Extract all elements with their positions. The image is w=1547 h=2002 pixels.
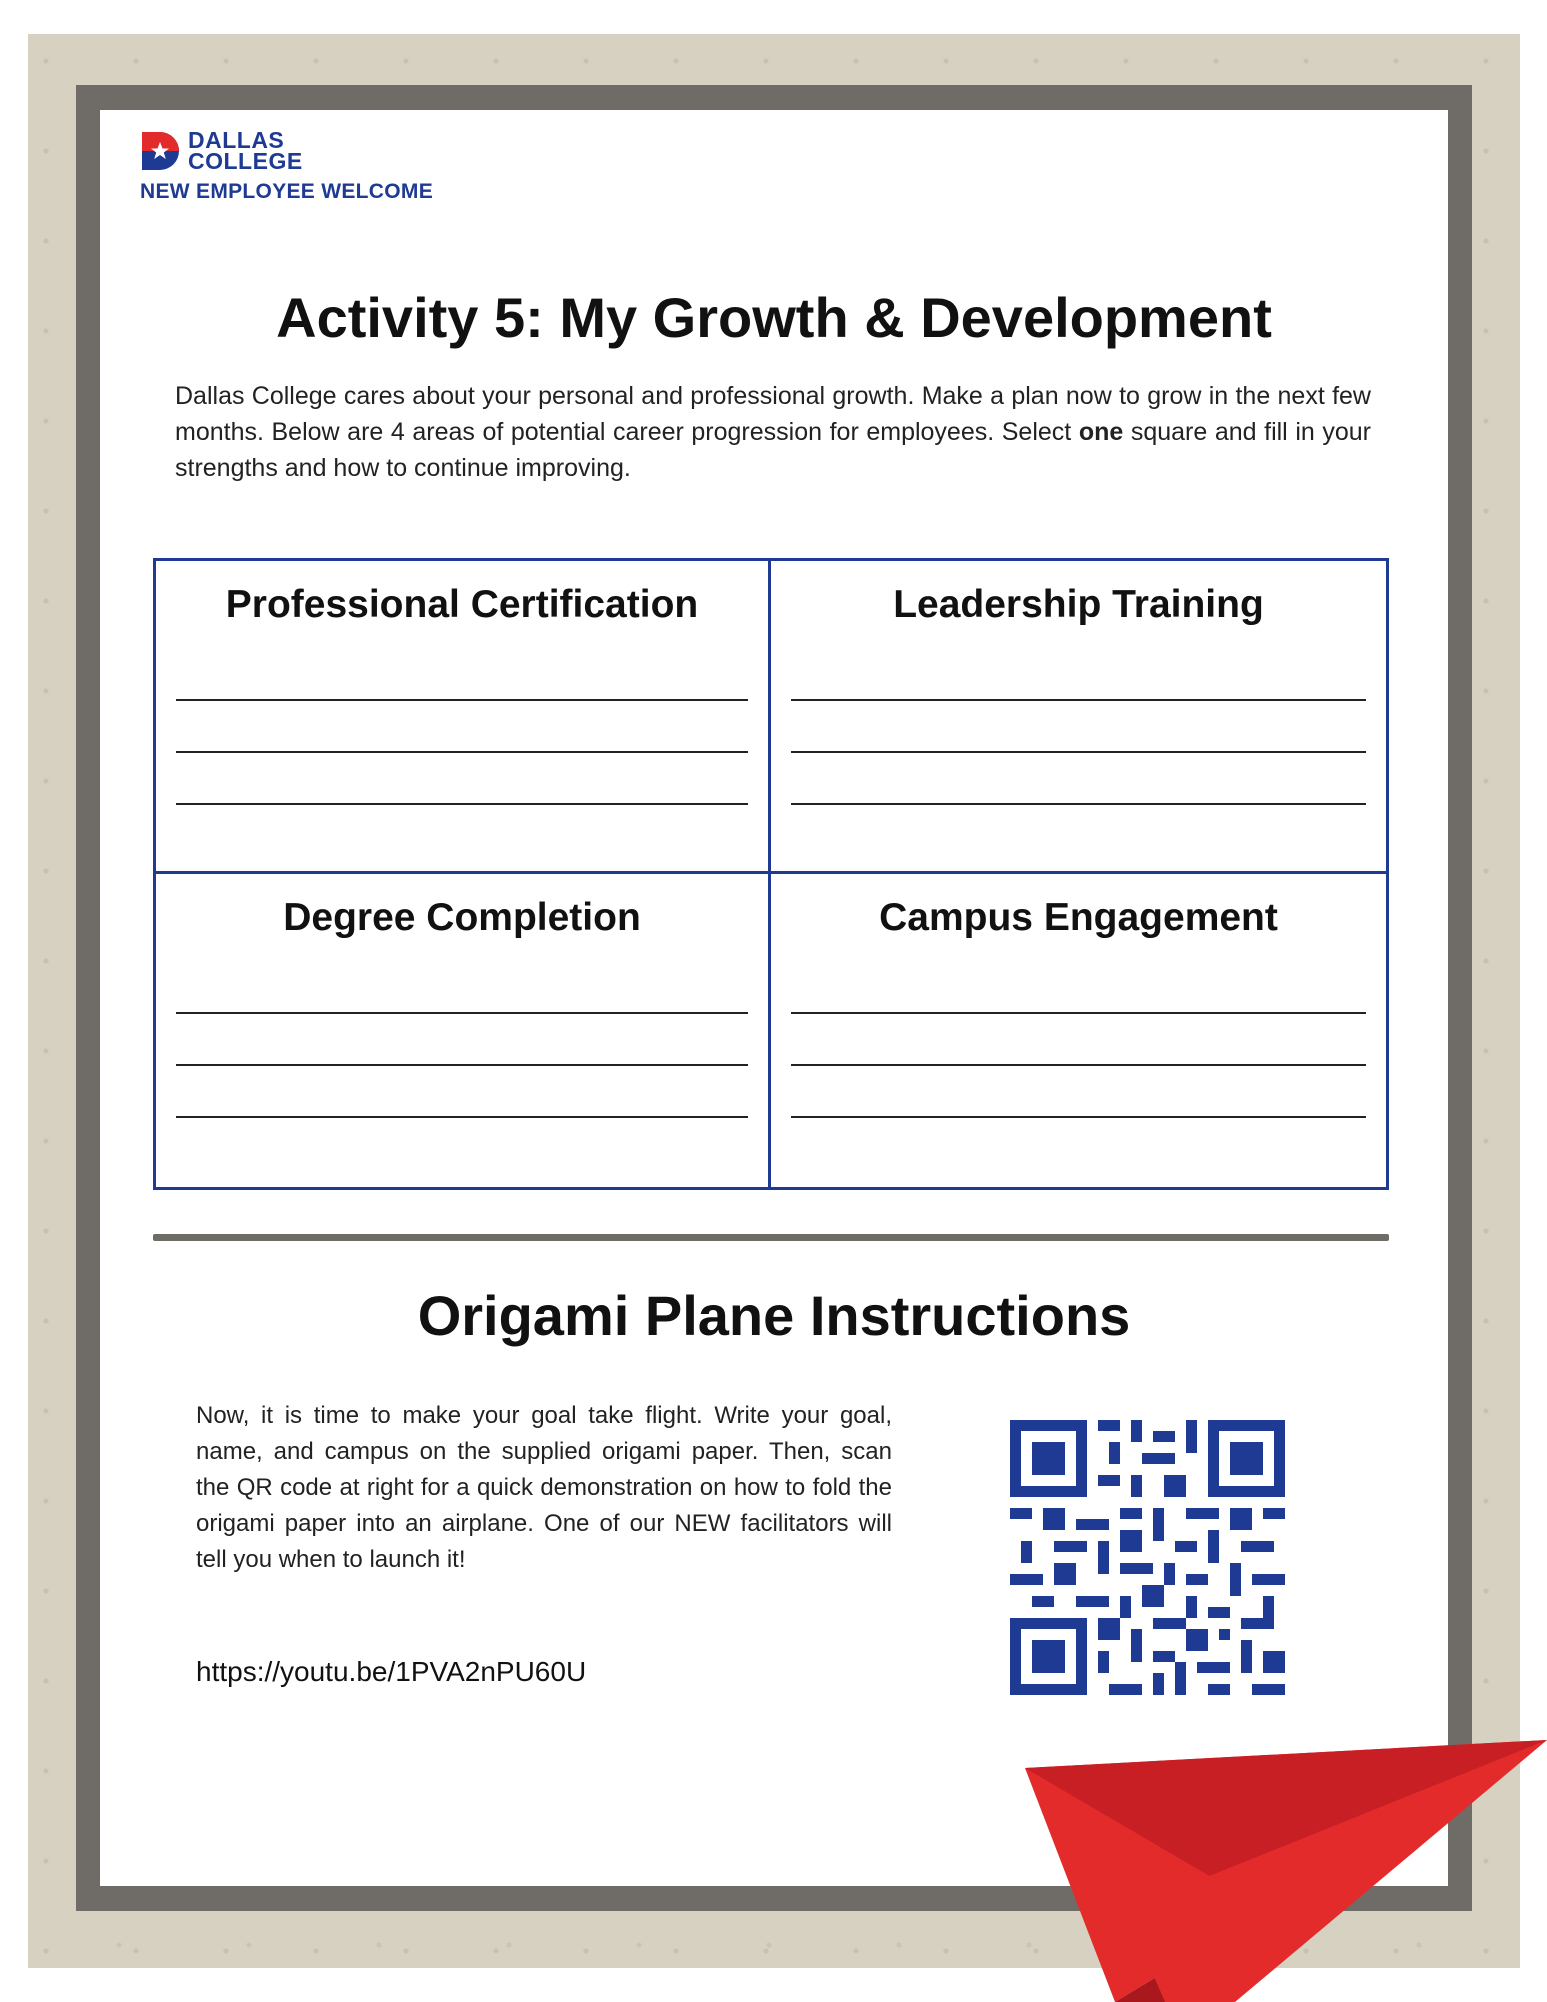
origami-title: Origami Plane Instructions: [417, 1284, 1131, 1347]
intro-emphasis: one: [1078, 418, 1124, 446]
video-link[interactable]: https://youtu.be/1PVA2nPU60U: [196, 1656, 587, 1687]
area-title: Degree Completion: [283, 896, 641, 939]
write-in-line[interactable]: [176, 803, 748, 805]
growth-areas-grid: [153, 558, 1389, 1190]
activity-intro: [175, 378, 1371, 486]
write-in-line[interactable]: [176, 1116, 748, 1118]
logo-wordmark: [188, 127, 303, 174]
intro-text-2: square and fill in your strengths and how to continue improving.: [175, 418, 1371, 482]
dallas-college-logo: [140, 127, 434, 204]
dallas-college-logo-icon: [140, 130, 182, 172]
activity-title: Activity 5: My Growth & Development: [276, 286, 1272, 349]
area-campus-engagement[interactable]: [771, 874, 1386, 1187]
qr-code-icon[interactable]: [1010, 1420, 1285, 1695]
logo-line-2: COLLEGE: [188, 148, 303, 174]
area-title: Campus Engagement: [879, 896, 1278, 939]
area-title: Leadership Training: [893, 583, 1264, 626]
write-in-line[interactable]: [176, 1012, 748, 1014]
section-divider: [153, 1234, 1389, 1241]
logo-subtitle: NEW EMPLOYEE WELCOME: [140, 180, 434, 203]
origami-instructions: Now, it is time to make your goal take flight. Write your goal, name, and campus on the supplied origami paper. Then, scan the QR code at right for a quick demonstration on how to fold the origami paper into an airplane. One of our NEW facilitators will tell you when to launch it!: [196, 1402, 892, 1573]
write-in-line[interactable]: [791, 1116, 1366, 1118]
area-leadership-training[interactable]: [771, 561, 1386, 874]
write-in-line[interactable]: [176, 1064, 748, 1066]
write-in-line[interactable]: [791, 751, 1366, 753]
write-in-line[interactable]: [791, 1064, 1366, 1066]
intro-text-1: Dallas College cares about your personal and professional growth. Make a plan now to grow in the next few months. Below are 4 areas of potential career progression for employees. Select: [175, 382, 1371, 446]
write-in-line[interactable]: [176, 751, 748, 753]
area-professional-certification[interactable]: [156, 561, 771, 874]
area-degree-completion[interactable]: [156, 874, 771, 1187]
paper-airplane-icon: [1025, 1740, 1547, 2002]
write-in-line[interactable]: [791, 1012, 1366, 1014]
write-in-line[interactable]: [791, 803, 1366, 805]
logo-line-1: DALLAS: [188, 127, 285, 153]
write-in-line[interactable]: [791, 699, 1366, 701]
write-in-line[interactable]: [176, 699, 748, 701]
area-title: Professional Certification: [225, 583, 699, 626]
